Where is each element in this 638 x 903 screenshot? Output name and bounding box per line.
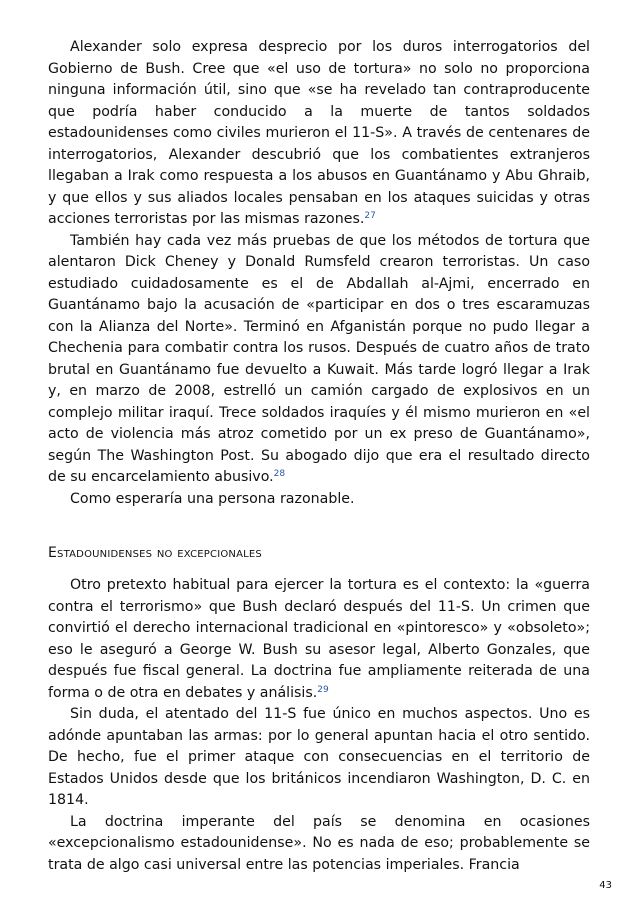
paragraph-4 — [48, 575, 590, 704]
paragraph-6-text: La doctrina imperante del país se denomina en ocasiones «excepcionalismo estadounidense». No es nada de eso; probablemente se trata de algo casi universal entre las potencias imperiales. Francia — [48, 813, 590, 873]
paragraph-5 — [48, 704, 590, 812]
section-heading: Estadounidenses no excepcionales — [48, 545, 262, 561]
paragraph-2 — [48, 231, 590, 489]
paragraph-3 — [48, 489, 590, 511]
paragraph-5-text: Sin duda, el atentado del 11-S fue único en muchos aspectos. Uno es adónde apuntaban las armas: por lo general apuntan hacia el otro sentido. De hecho, fue el primer ataque con consecuencias en el territorio de Estados Unidos desde que los británicos incendiaron Washington, D. C. en 1814. — [48, 706, 590, 808]
paragraph-1 — [48, 37, 590, 231]
paragraph-1-text: Alexander solo expresa desprecio por los duros interrogatorios del Gobierno de Bush. Cree que «el uso de tortura» no solo no proporciona ninguna información útil, sino que «se ha revelado tan contraproducente que podría haber conducido a la muerte de tantos soldados estadounidenses como civiles murieron el 11-S». A través de centenares de interrogatorios, Alexander descubrió que los combatientes extranjeros llegaban a Irak como respuesta a los abusos en Guantánamo y Abu Ghraib, y que ellos y sus aliados locales pensaban en los ataques suicidas y otras acciones terroristas por las mismas razones. — [48, 39, 590, 227]
footnote-ref-27[interactable]: 27 — [364, 211, 376, 221]
footnote-ref-28[interactable]: 28 — [273, 469, 286, 479]
paragraph-4-text: Otro pretexto habitual para ejercer la tortura es el contexto: la «guerra contra el terrorismo» que Bush declaró después del 11-S. Un crimen que convirtió el derecho internacional tradicional en «pintoresco» y «obsoleto»; eso le aseguró a George W. Bush su asesor legal, Alberto Gonzales, que después fue fiscal general. La doctrina fue ampliamente reiterada de una forma o de otra en debates y análisis. — [48, 577, 590, 701]
paragraph-2-text: También hay cada vez más pruebas de que los métodos de tortura que alentaron Dick Cheney y Donald Rumsfeld crearon terroristas. Un caso estudiado cuidadosamente es el de Abdallah al-Ajmi, encerrado en Guantánamo bajo la acusación de «participar en dos o tres escaramuzas con la Alianza del Norte». Terminó en Afganistán porque no pudo llegar a Chechenia para combatir contra los rusos. Después de cuatro años de trato brutal en Guantánamo fue devuelto a Kuwait. Más tarde logró llegar a Irak y, en marzo de 2008, estrelló un camión cargado de explosivos en un complejo militar iraquí. Trece soldados iraquíes y él mismo murieron en «el acto de violencia más atroz cometido por un ex preso de Guantánamo», según The Washington Post. Su abogado dijo que era el resultado directo de su encarcelamiento abusivo. — [48, 232, 590, 485]
paragraph-6 — [48, 812, 590, 877]
footnote-ref-29[interactable]: 29 — [317, 684, 329, 695]
page-number: 43 — [599, 880, 612, 891]
page-body — [48, 37, 590, 876]
paragraph-3-text: Como esperaría una persona razonable. — [70, 490, 355, 507]
